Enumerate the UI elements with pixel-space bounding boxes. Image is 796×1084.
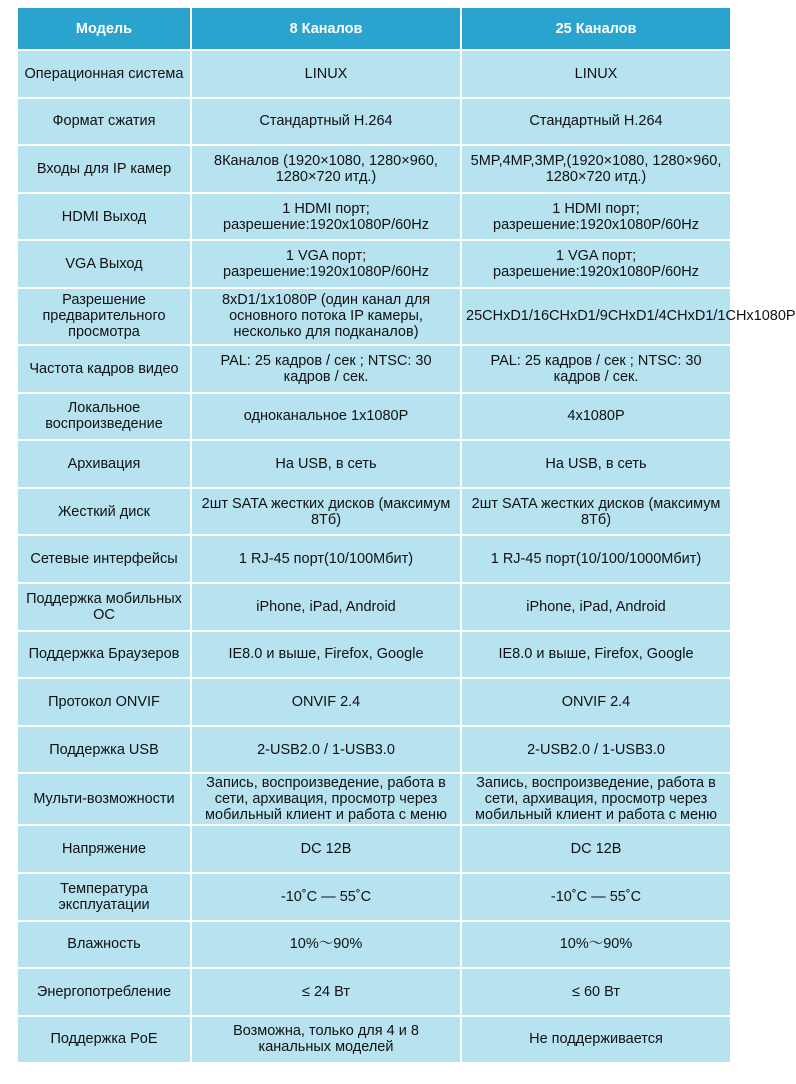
row-value-25ch: ≤ 60 Вт <box>461 968 731 1016</box>
table-row <box>17 631 731 679</box>
row-value-8ch: ≤ 24 Вт <box>191 968 461 1016</box>
row-label: Операционная система <box>17 50 191 98</box>
table-row <box>17 535 731 583</box>
row-value-25ch: iPhone, iPad, Android <box>461 583 731 631</box>
row-value-25ch: 5MP,4MP,3MP,(1920×1080, 1280×960, 1280×720 итд.) <box>461 145 731 193</box>
row-value-8ch: 1 VGA порт; разрешение:1920x1080P/60Hz <box>191 240 461 288</box>
row-value-25ch: Стандартный H.264 <box>461 98 731 146</box>
row-value-8ch: ONVIF 2.4 <box>191 678 461 726</box>
row-label: Сетевые интерфейсы <box>17 535 191 583</box>
table-row <box>17 968 731 1016</box>
row-label: HDMI Выход <box>17 193 191 241</box>
row-value-8ch: 10%～90% <box>191 921 461 969</box>
row-value-25ch: PAL: 25 кадров / сек ; NTSC: 30 кадров / сек. <box>461 345 731 393</box>
row-value-25ch: 1 VGA порт; разрешение:1920x1080P/60Hz <box>461 240 731 288</box>
row-value-25ch: DC 12В <box>461 825 731 873</box>
row-label: Входы для IP камер <box>17 145 191 193</box>
header-row <box>17 7 731 50</box>
table-row <box>17 240 731 288</box>
table-row <box>17 773 731 825</box>
row-value-8ch: одноканальное 1x1080P <box>191 393 461 441</box>
row-value-8ch: DC 12В <box>191 825 461 873</box>
table-row <box>17 873 731 921</box>
row-label: Жесткий диск <box>17 488 191 536</box>
header-25-channels: 25 Каналов <box>461 7 731 50</box>
row-value-25ch: Не поддерживается <box>461 1016 731 1064</box>
row-value-8ch: Запись, воспроизведение, работа в сети, архивация, просмотр через мобильный клиент и работа с меню <box>191 773 461 825</box>
row-value-25ch: ONVIF 2.4 <box>461 678 731 726</box>
row-value-8ch: 8Каналов (1920×1080, 1280×960, 1280×720 итд.) <box>191 145 461 193</box>
row-label: VGA Выход <box>17 240 191 288</box>
table-row <box>17 921 731 969</box>
row-label: Напряжение <box>17 825 191 873</box>
row-label: Архивация <box>17 440 191 488</box>
row-value-8ch: 2шт SATA жестких дисков (максимум 8Тб) <box>191 488 461 536</box>
row-value-25ch: 1 RJ-45 порт(10/100/1000Мбит) <box>461 535 731 583</box>
row-value-25ch: 1 HDMI порт; разрешение:1920x1080P/60Hz <box>461 193 731 241</box>
row-value-8ch: 8xD1/1x1080P (один канал для основного потока IP камеры, несколько для подканалов) <box>191 288 461 345</box>
row-value-8ch: Возможна, только для 4 и 8 канальных моделей <box>191 1016 461 1064</box>
table-row <box>17 1016 731 1064</box>
table-row <box>17 193 731 241</box>
row-value-8ch: 1 RJ-45 порт(10/100Мбит) <box>191 535 461 583</box>
row-label: Температура эксплуатации <box>17 873 191 921</box>
row-value-25ch: 25CHxD1/16CHxD1/9CHxD1/4CHxD1/1CHx1080P <box>461 288 731 345</box>
row-value-25ch: IE8.0 и выше, Firefox, Google <box>461 631 731 679</box>
row-label: Поддержка Браузеров <box>17 631 191 679</box>
table-row <box>17 726 731 774</box>
row-value-8ch: PAL: 25 кадров / сек ; NTSC: 30 кадров / сек. <box>191 345 461 393</box>
row-label: Формат сжатия <box>17 98 191 146</box>
row-value-8ch: IE8.0 и выше, Firefox, Google <box>191 631 461 679</box>
row-label: Разрешение предварительного просмотра <box>17 288 191 345</box>
table-row <box>17 583 731 631</box>
row-label: Энергопотребление <box>17 968 191 1016</box>
table-body <box>17 50 796 1063</box>
table-row <box>17 50 731 98</box>
row-value-25ch: -10˚C — 55˚C <box>461 873 731 921</box>
row-value-25ch: Запись, воспроизведение, работа в сети, архивация, просмотр через мобильный клиент и работа с меню <box>461 773 731 825</box>
table-header <box>17 7 731 50</box>
table-row <box>17 678 731 726</box>
header-model: Модель <box>17 7 191 50</box>
table-row <box>17 345 731 393</box>
row-value-25ch: На USB, в сеть <box>461 440 731 488</box>
row-label: Частота кадров видео <box>17 345 191 393</box>
table-row <box>17 288 731 345</box>
table-row <box>17 440 731 488</box>
spec-table <box>16 6 796 1064</box>
row-value-25ch: 2-USB2.0 / 1-USB3.0 <box>461 726 731 774</box>
row-label: Поддержка PoE <box>17 1016 191 1064</box>
row-value-25ch: LINUX <box>461 50 731 98</box>
row-value-8ch: LINUX <box>191 50 461 98</box>
row-value-8ch: Стандартный H.264 <box>191 98 461 146</box>
table-row <box>17 488 731 536</box>
header-8-channels: 8 Каналов <box>191 7 461 50</box>
table-row <box>17 98 731 146</box>
row-value-8ch: 2-USB2.0 / 1-USB3.0 <box>191 726 461 774</box>
row-value-8ch: 1 HDMI порт; разрешение:1920x1080P/60Hz <box>191 193 461 241</box>
row-label: Протокол ONVIF <box>17 678 191 726</box>
row-value-8ch: На USB, в сеть <box>191 440 461 488</box>
row-value-8ch: -10˚C — 55˚C <box>191 873 461 921</box>
row-value-25ch: 4x1080P <box>461 393 731 441</box>
table-row <box>17 145 731 193</box>
row-label: Поддержка USB <box>17 726 191 774</box>
row-value-25ch: 10%～90% <box>461 921 731 969</box>
row-label: Поддержка мобильных ОС <box>17 583 191 631</box>
table-row <box>17 393 731 441</box>
row-label: Влажность <box>17 921 191 969</box>
row-label: Локальное воспроизведение <box>17 393 191 441</box>
row-label: Мульти-возможности <box>17 773 191 825</box>
row-value-8ch: iPhone, iPad, Android <box>191 583 461 631</box>
row-value-25ch: 2шт SATA жестких дисков (максимум 8Тб) <box>461 488 731 536</box>
table-row <box>17 825 731 873</box>
